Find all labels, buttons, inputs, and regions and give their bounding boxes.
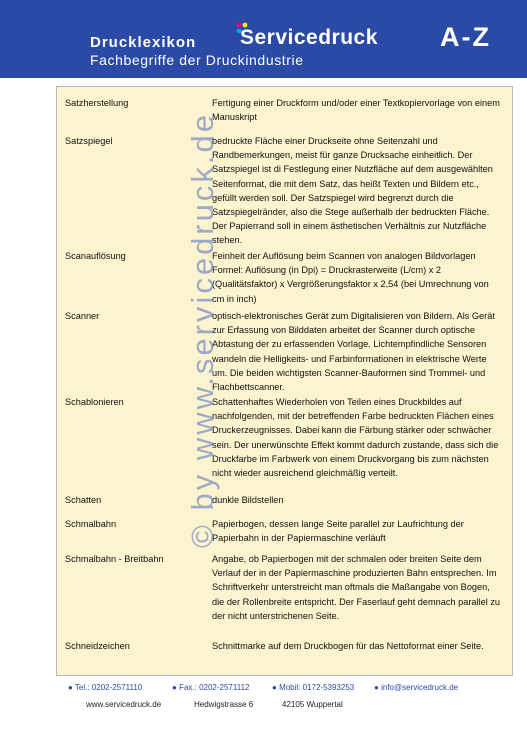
entry-definition: dunkle Bildstellen: [212, 495, 284, 505]
footer-phone: Tel.: 0202-2571110: [74, 683, 143, 692]
glossary-panel: [56, 86, 513, 676]
entry-definition: optisch-elektronisches Gerät zum Digitalisieren von Bildern. Als Gerät zur Erfassung von Bilddaten arbeitet der Scanner durch optische Abtastung der zu erfassenden Vorlage. Lichtempfindliche Sensoren wandeln die Helligkeits- und Farbinformationen in elektrische Werte um. Die beiden wichtigsten Scanner-Bauformen sind Trommel- und Flachbettscanner.: [212, 311, 495, 393]
footer-fax: Fax.: 0202-2571112: [179, 683, 250, 692]
entry-term: Satzherstellung: [65, 98, 129, 108]
entry-definition: Fertigung einer Druckform und/oder einer Textkopiervorlage von einem Manuskript: [212, 98, 500, 123]
bullet-icon: ●: [272, 683, 280, 692]
entry-term: Scanner: [65, 311, 100, 321]
footer-mobile: Mobil: 0172-5393253: [279, 683, 355, 692]
entry-definition: Schnittmarke auf dem Druckbogen für das Nettoformat einer Seite.: [212, 641, 484, 651]
bullet-icon: ●: [374, 683, 382, 692]
entry-term: Schneidzeichen: [65, 641, 130, 651]
entry-definition: Feinheit der Auflösung beim Scannen von analogen Bildvorlagen Formel: Auflösung (in Dpi) = Druckrasterweite (L/cm) x 2 (Qualitätsfaktor) x Vergrößerungsfaktor x 2,54 (bei Umrechnung von cm in inch): [212, 251, 489, 304]
watermark-text: © by www.servicedruck.de: [185, 112, 220, 548]
entry-definition: Papierbogen, dessen lange Seite parallel zur Laufrichtung der Papierbahn in der Papiermaschine verläuft: [212, 519, 464, 544]
page-title: Drucklexikon: [90, 34, 197, 51]
footer-email-link[interactable]: info@servicedruck.de: [381, 683, 459, 692]
entry-definition: Schattenhaftes Wiederholen von Teilen eines Druckbildes auf nachfolgenden, mit der betreffenden Farbe bedruckten Flächen eines Druckerzeugnisses. Dabei kann die Färbung stärker oder schwächer sein. Der unerwünschte Effekt kommt dadurch zustande, dass sich die Druckfarbe im Farbwerk von einem Druckvorgang bis zum nächsten nicht wieder ausreichend gleichmäßig verteilt.: [212, 397, 499, 479]
entry-term: Schmalbahn - Breitbahn: [65, 554, 164, 564]
bullet-icon: ●: [68, 683, 75, 692]
entry-term: Satzspiegel: [65, 136, 113, 146]
page-subtitle: Fachbegriffe der Druckindustrie: [90, 52, 304, 68]
entry-definition: Angabe, ob Papierbogen mit der schmalen oder breiten Seite dem Verlauf der in der Papiermaschine produzierten Bahn entsprechen. Im Schriftverkehr unterstreicht man oftmals die Maßangabe von Bogen, die der Rollenbreite entspricht. Der Faserlauf geht demnach parallel zu der nicht unterstrichenen Seite.: [212, 554, 501, 621]
header-bar: [0, 0, 527, 78]
entry-term: Scanauflösung: [65, 251, 126, 261]
entry-definition: bedruckte Fläche einer Druckseite ohne Seitenzahl und Randbemerkungen, meist für ganze Drucksache einheitlich. Der Satzspiegel ist di Festlegung einer Nutzfläche auf dem ausgewählten Seitenformat, die mit dem Satz, das heißt Texten und Bildern etc., gefüllt werden soll. Der Satzspiegel wird begrenzt durch die Satzspiegelränder, also die Stege außerhalb der bedruckten Fläche. Der Papierrand soll in einem ästhetischen Verhältnis zur Nutzfläche stehen.: [212, 136, 493, 246]
footer-website-link[interactable]: www.servicedruck.de: [86, 700, 162, 709]
brand-name: Servicedruck: [240, 26, 378, 49]
footer-city: 42105 Wuppertal: [282, 700, 343, 709]
bullet-icon: ●: [172, 683, 180, 692]
entry-term: Schatten: [65, 495, 102, 505]
entry-term: Schablonieren: [65, 397, 124, 407]
footer-street: Hedwigstrasse 6: [194, 700, 254, 709]
section-label: A-Z: [440, 22, 491, 52]
entry-term: Schmalbahn: [65, 519, 117, 529]
